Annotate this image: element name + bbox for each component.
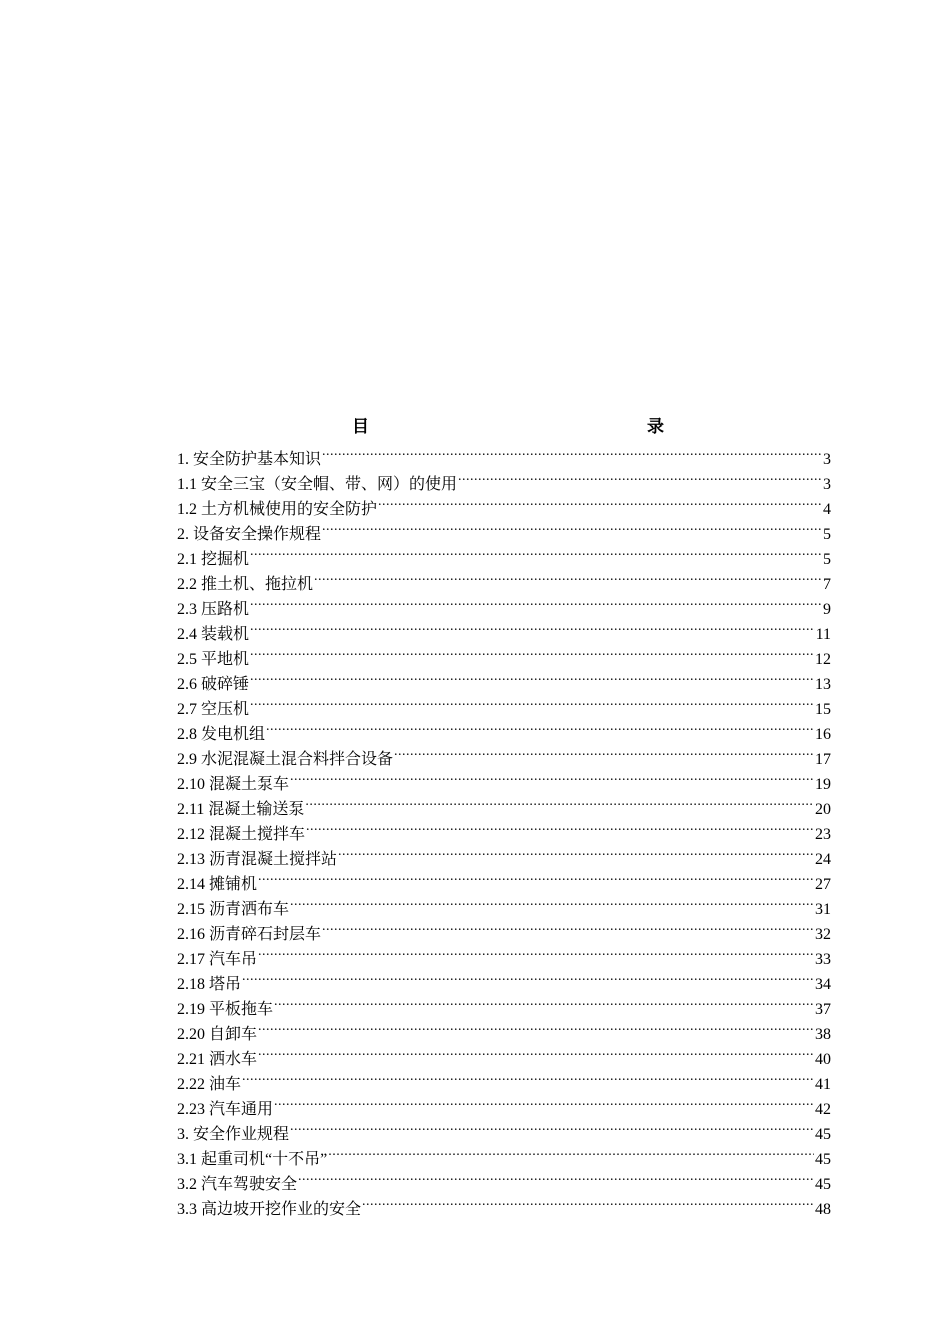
toc-entry-page-number: 33 <box>815 951 831 968</box>
toc-entry[interactable] <box>177 739 831 768</box>
toc-dot-leader <box>258 864 814 889</box>
toc-entry-label: 2. 设备安全操作规程 <box>177 526 322 543</box>
toc-entry-label: 2.7 空压机 <box>177 701 250 718</box>
toc-entry-page-number: 45 <box>815 1151 831 1168</box>
toc-entry-page-number: 3 <box>823 476 831 493</box>
toc-entry-label: 2.1 挖掘机 <box>177 551 250 568</box>
toc-entry-label: 2.4 装载机 <box>177 626 250 643</box>
toc-entry-page-number: 34 <box>815 976 831 993</box>
toc-entry-page-number: 32 <box>815 926 831 943</box>
toc-entry-label: 1. 安全防护基本知识 <box>177 451 322 468</box>
toc-entry[interactable] <box>177 989 831 1018</box>
toc-entry-label: 2.21 洒水车 <box>177 1051 258 1068</box>
toc-dot-leader <box>242 964 814 989</box>
toc-dot-leader <box>322 914 814 939</box>
toc-entry[interactable] <box>177 1039 831 1068</box>
toc-dot-leader <box>378 489 822 514</box>
toc-entry-page-number: 31 <box>815 901 831 918</box>
toc-entry[interactable] <box>177 539 831 568</box>
toc-entry-label: 2.17 汽车吊 <box>177 951 258 968</box>
toc-entry-label: 2.14 摊铺机 <box>177 876 258 893</box>
toc-entry-page-number: 48 <box>815 1201 831 1218</box>
toc-entry[interactable] <box>177 1114 831 1143</box>
toc-entry-page-number: 37 <box>815 1001 831 1018</box>
toc-title-char-2: 录 <box>647 417 664 436</box>
toc-dot-leader <box>322 439 822 464</box>
toc-entry-label: 2.8 发电机组 <box>177 726 266 743</box>
toc-entry[interactable] <box>177 939 831 968</box>
toc-entry-page-number: 20 <box>815 801 831 818</box>
toc-dot-leader <box>314 564 822 589</box>
toc-dot-leader <box>362 1189 814 1214</box>
toc-entry-label: 2.2 推土机、拖拉机 <box>177 576 314 593</box>
toc-entry-label: 2.9 水泥混凝土混合料拌合设备 <box>177 751 394 768</box>
toc-entry-page-number: 40 <box>815 1051 831 1068</box>
toc-dot-leader <box>274 1089 814 1114</box>
toc-dot-leader <box>290 764 814 789</box>
toc-entry-page-number: 3 <box>823 451 831 468</box>
toc-entry[interactable] <box>177 1089 831 1118</box>
toc-dot-leader <box>274 989 814 1014</box>
toc-entry[interactable] <box>177 439 831 468</box>
toc-entry-label: 2.6 破碎锤 <box>177 676 250 693</box>
toc-dot-leader <box>394 739 814 764</box>
toc-entry-page-number: 11 <box>815 626 831 643</box>
toc-entry[interactable] <box>177 564 831 593</box>
toc-dot-leader <box>250 664 814 689</box>
toc-entry-label: 2.15 沥青洒布车 <box>177 901 290 918</box>
table-of-contents <box>177 414 831 1218</box>
toc-entry-page-number: 17 <box>815 751 831 768</box>
toc-entry-label: 2.16 沥青碎石封层车 <box>177 926 322 943</box>
toc-entry-page-number: 12 <box>815 651 831 668</box>
toc-entry-label: 2.5 平地机 <box>177 651 250 668</box>
toc-dot-leader <box>250 589 822 614</box>
toc-entry-page-number: 13 <box>815 676 831 693</box>
toc-entry-label: 2.22 油车 <box>177 1076 242 1093</box>
toc-dot-leader <box>250 614 815 639</box>
toc-entry-label: 2.13 沥青混凝土搅拌站 <box>177 851 338 868</box>
toc-entry-page-number: 15 <box>815 701 831 718</box>
toc-entry-label: 2.3 压路机 <box>177 601 250 618</box>
toc-entry-page-number: 24 <box>815 851 831 868</box>
toc-entry-page-number: 41 <box>815 1076 831 1093</box>
toc-dot-leader <box>242 1064 814 1089</box>
toc-entry-label: 3. 安全作业规程 <box>177 1126 290 1143</box>
toc-entry[interactable] <box>177 889 831 918</box>
toc-entry-page-number: 5 <box>823 551 831 568</box>
toc-entry-page-number: 42 <box>815 1101 831 1118</box>
toc-entry[interactable] <box>177 864 831 893</box>
toc-entry[interactable] <box>177 964 831 993</box>
toc-dot-leader <box>258 939 814 964</box>
toc-entry-page-number: 45 <box>815 1126 831 1143</box>
toc-entry-page-number: 7 <box>823 576 831 593</box>
toc-dot-leader <box>305 789 814 814</box>
toc-entry[interactable] <box>177 589 831 618</box>
toc-entry[interactable] <box>177 1014 831 1043</box>
toc-dot-leader <box>458 464 822 489</box>
toc-entry-page-number: 27 <box>815 876 831 893</box>
toc-title-char-1: 目 <box>352 417 369 436</box>
toc-dot-leader <box>250 539 822 564</box>
toc-dot-leader <box>250 689 814 714</box>
toc-entry-label: 1.2 土方机械使用的安全防护 <box>177 501 378 518</box>
toc-entry-label: 2.23 汽车通用 <box>177 1101 274 1118</box>
toc-title <box>177 414 831 439</box>
toc-entry-label: 3.1 起重司机“十不吊” <box>177 1151 328 1168</box>
toc-entry-page-number: 23 <box>815 826 831 843</box>
toc-dot-leader <box>328 1139 814 1164</box>
toc-entry-page-number: 45 <box>815 1176 831 1193</box>
toc-dot-leader <box>250 639 814 664</box>
toc-dot-leader <box>258 1039 814 1064</box>
toc-dot-leader <box>258 1014 814 1039</box>
toc-entry-page-number: 9 <box>823 601 831 618</box>
toc-entry[interactable] <box>177 639 831 668</box>
toc-dot-leader <box>266 714 814 739</box>
toc-entry-label: 2.18 塔吊 <box>177 976 242 993</box>
toc-entry-label: 3.2 汽车驾驶安全 <box>177 1176 298 1193</box>
toc-entry-label: 2.10 混凝土泵车 <box>177 776 290 793</box>
toc-dot-leader <box>322 514 822 539</box>
toc-entry-page-number: 4 <box>823 501 831 518</box>
toc-list <box>177 439 831 1218</box>
toc-entry-label: 1.1 安全三宝（安全帽、带、网）的使用 <box>177 476 458 493</box>
toc-entry[interactable] <box>177 614 831 643</box>
toc-dot-leader <box>290 889 814 914</box>
toc-entry-label: 2.19 平板拖车 <box>177 1001 274 1018</box>
toc-entry-page-number: 5 <box>823 526 831 543</box>
toc-entry[interactable] <box>177 714 831 743</box>
toc-dot-leader <box>298 1164 814 1189</box>
toc-entry[interactable] <box>177 664 831 693</box>
toc-entry-page-number: 19 <box>815 776 831 793</box>
toc-entry-label: 2.20 自卸车 <box>177 1026 258 1043</box>
toc-entry[interactable] <box>177 1064 831 1093</box>
toc-entry-label: 2.11 混凝土输送泵 <box>177 801 305 818</box>
toc-entry-page-number: 16 <box>815 726 831 743</box>
toc-dot-leader <box>306 814 814 839</box>
toc-dot-leader <box>338 839 814 864</box>
toc-entry[interactable] <box>177 689 831 718</box>
toc-dot-leader <box>290 1114 814 1139</box>
toc-entry-page-number: 38 <box>815 1026 831 1043</box>
toc-entry-label: 3.3 高边坡开挖作业的安全 <box>177 1201 362 1218</box>
toc-entry-label: 2.12 混凝土搅拌车 <box>177 826 306 843</box>
